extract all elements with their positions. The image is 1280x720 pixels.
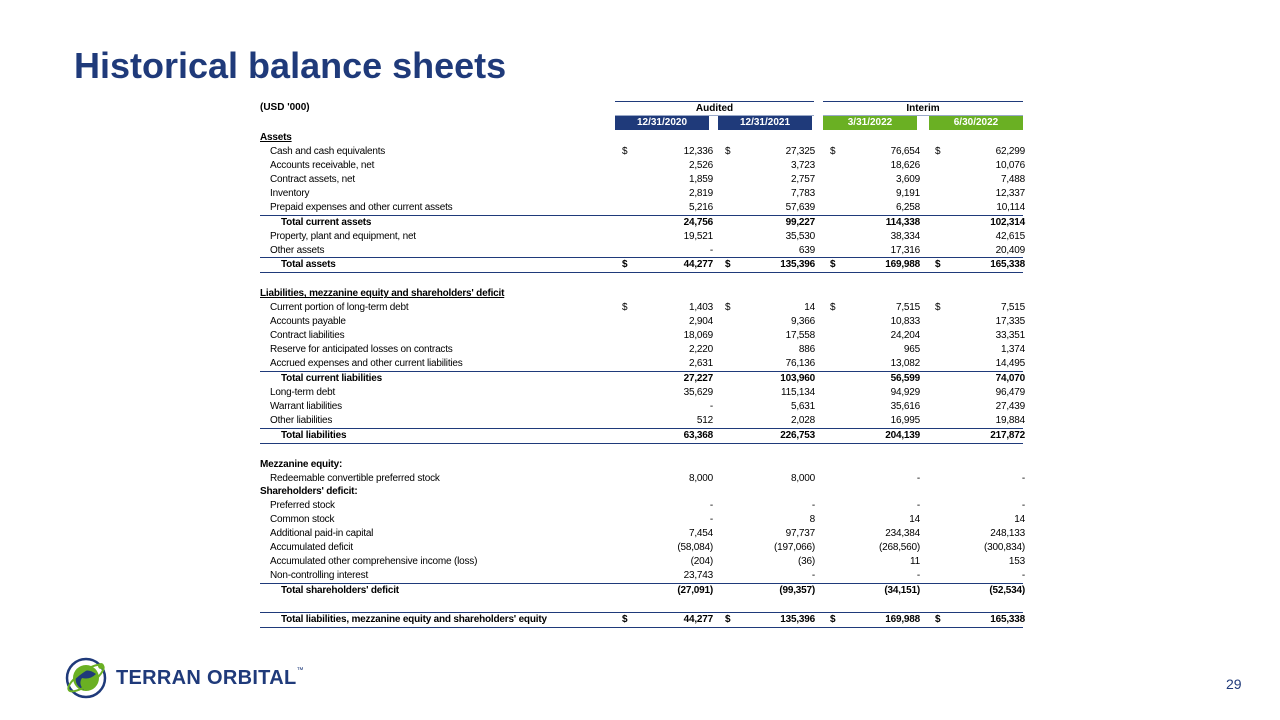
- cell-value: 62,299: [995, 145, 1025, 157]
- table-row: [260, 527, 1023, 541]
- cell-value: 10,076: [995, 159, 1025, 171]
- cell-value: 76,654: [890, 145, 920, 157]
- cell-value: 38,334: [890, 230, 920, 242]
- cell-value: 2,904: [688, 316, 713, 328]
- cell-value: 94,929: [890, 386, 920, 398]
- cell-value: -: [916, 500, 920, 512]
- units-label: (USD '000): [260, 102, 310, 113]
- cell-value: -: [916, 570, 920, 582]
- cell-value: 14: [1014, 514, 1025, 526]
- cell-value: 7,488: [1000, 173, 1025, 185]
- row-label: Total current liabilities: [281, 372, 382, 384]
- row-label: Non-controlling interest: [270, 570, 369, 582]
- cell-value: 2,526: [688, 159, 713, 171]
- row-label: Accounts receivable, net: [270, 159, 375, 171]
- currency-symbol: $: [830, 259, 836, 271]
- cell-value: (52,534): [989, 585, 1025, 596]
- cell-value: -: [811, 570, 815, 582]
- cell-value: -: [709, 500, 713, 512]
- cell-value: 56,599: [890, 372, 920, 384]
- cell-value: 42,615: [995, 230, 1025, 242]
- row-label: Total shareholders' deficit: [281, 585, 399, 596]
- cell-value: 44,277: [683, 259, 713, 271]
- cell-value: -: [709, 244, 713, 256]
- cell-value: 1,374: [1000, 344, 1025, 356]
- row-label: Prepaid expenses and other current assets: [270, 201, 453, 213]
- cell-value: 512: [696, 414, 713, 426]
- cell-value: 102,314: [990, 216, 1025, 228]
- cell-value: 12,336: [683, 145, 713, 157]
- row-label: Mezzanine equity:: [260, 458, 343, 470]
- table-row: [260, 343, 1023, 357]
- row-label: Total current assets: [281, 216, 372, 228]
- cell-value: (268,560): [878, 542, 920, 554]
- row-label: Total liabilities, mezzanine equity and shareholders' equity: [281, 613, 547, 625]
- row-label: Additional paid-in capital: [270, 528, 374, 540]
- cell-value: 204,139: [885, 429, 920, 441]
- cell-value: (58,084): [677, 542, 713, 554]
- table-row: [260, 145, 1023, 159]
- table-row: [260, 541, 1023, 555]
- currency-symbol: $: [622, 613, 628, 625]
- cell-value: 27,325: [785, 145, 815, 157]
- terran-orbital-logo-icon: [64, 656, 108, 700]
- cell-value: 248,133: [990, 528, 1025, 540]
- cell-value: (204): [690, 556, 713, 568]
- row-label: Accumulated deficit: [270, 542, 353, 554]
- cell-value: 115,134: [780, 386, 815, 398]
- cell-value: 14: [909, 514, 920, 526]
- cell-value: 639: [798, 244, 815, 256]
- row-label: Current portion of long-term debt: [270, 302, 409, 314]
- cell-value: 886: [798, 344, 815, 356]
- cell-value: 23,743: [683, 570, 713, 582]
- currency-symbol: $: [830, 302, 836, 314]
- table-row: [260, 569, 1023, 583]
- cell-value: (34,151): [884, 585, 920, 596]
- table-row: [260, 472, 1023, 486]
- table-row: [260, 173, 1023, 187]
- table-row: [260, 499, 1023, 513]
- cell-value: 965: [903, 344, 920, 356]
- cell-value: 6,258: [895, 201, 920, 213]
- cell-value: 9,366: [790, 316, 815, 328]
- cell-value: -: [709, 514, 713, 526]
- row-label: Accumulated other comprehensive income (loss): [270, 556, 478, 568]
- cell-value: 5,631: [790, 400, 815, 412]
- cell-value: 14: [804, 302, 815, 314]
- cell-value: 135,396: [780, 613, 815, 625]
- cell-value: 135,396: [780, 259, 815, 271]
- trademark-mark: ™: [296, 667, 304, 674]
- cell-value: 8: [809, 514, 815, 526]
- cell-value: 14,495: [995, 358, 1025, 369]
- cell-value: 33,351: [995, 330, 1025, 342]
- cell-value: 74,070: [995, 372, 1025, 384]
- table-row: [260, 414, 1023, 428]
- table-row: [260, 513, 1023, 527]
- cell-value: 16,995: [890, 414, 920, 426]
- column-header-2021: 12/31/2021: [718, 116, 812, 130]
- table-row: [260, 357, 1023, 371]
- table-row: [260, 400, 1023, 414]
- cell-value: 20,409: [995, 244, 1025, 256]
- cell-value: 2,819: [688, 187, 713, 199]
- column-header-q2-2022: 6/30/2022: [929, 116, 1023, 130]
- currency-symbol: $: [725, 145, 731, 157]
- cell-value: 17,558: [785, 330, 815, 342]
- cell-value: -: [709, 400, 713, 412]
- cell-value: 10,114: [996, 201, 1025, 213]
- table-row: [260, 371, 1023, 386]
- cell-value: 35,629: [683, 386, 713, 398]
- cell-value: 153: [1008, 556, 1025, 568]
- cell-value: (99,357): [779, 585, 815, 596]
- cell-value: 76,136: [785, 358, 815, 369]
- row-label: Reserve for anticipated losses on contracts: [270, 344, 453, 356]
- row-label: Accounts payable: [270, 316, 346, 328]
- cell-value: -: [1021, 500, 1025, 512]
- table-row: [260, 301, 1023, 315]
- cell-value: 17,335: [995, 316, 1025, 328]
- table-row: [260, 287, 1023, 301]
- cell-value: 8,000: [790, 472, 815, 484]
- table-row: [260, 444, 1023, 458]
- table-row: [260, 428, 1023, 444]
- cell-value: 18,069: [683, 330, 713, 342]
- cell-value: -: [1021, 472, 1025, 484]
- cell-value: 35,616: [890, 400, 920, 412]
- cell-value: 165,338: [990, 259, 1025, 271]
- currency-symbol: $: [830, 613, 836, 625]
- cell-value: 1,403: [688, 302, 713, 314]
- row-label: Contract assets, net: [270, 173, 355, 185]
- row-label: Other liabilities: [270, 414, 333, 426]
- cell-value: 5,216: [688, 201, 713, 213]
- table-row: [260, 201, 1023, 215]
- cell-value: -: [916, 472, 920, 484]
- table-row: [260, 598, 1023, 612]
- currency-symbol: $: [830, 145, 836, 157]
- table-row: [260, 187, 1023, 201]
- group-header-audited: Audited: [615, 101, 814, 116]
- cell-value: 99,227: [785, 216, 815, 228]
- table-row: [260, 329, 1023, 343]
- cell-value: 226,753: [780, 429, 815, 441]
- cell-value: 63,368: [683, 429, 713, 441]
- table-row: [260, 257, 1023, 273]
- cell-value: 7,515: [1000, 302, 1025, 314]
- cell-value: 1,859: [688, 173, 713, 185]
- currency-symbol: $: [622, 259, 628, 271]
- cell-value: 3,723: [790, 159, 815, 171]
- row-label: Preferred stock: [270, 500, 335, 512]
- row-label: Long-term debt: [270, 386, 336, 398]
- row-label: Redeemable convertible preferred stock: [270, 472, 440, 484]
- row-label: Other assets: [270, 244, 325, 256]
- cell-value: 2,631: [688, 358, 713, 369]
- table-row: [260, 458, 1023, 472]
- cell-value: 19,884: [995, 414, 1025, 426]
- cell-value: 217,872: [990, 429, 1025, 441]
- cell-value: 11: [910, 556, 920, 568]
- cell-value: (36): [798, 556, 815, 568]
- row-label: Accrued expenses and other current liabilities: [270, 358, 463, 369]
- table-row: [260, 583, 1023, 598]
- table-row: [260, 485, 1023, 499]
- cell-value: 9,191: [895, 187, 920, 199]
- cell-value: 103,960: [780, 372, 815, 384]
- row-label: Shareholders' deficit:: [260, 486, 358, 498]
- cell-value: 27,227: [683, 372, 713, 384]
- currency-symbol: $: [935, 302, 941, 314]
- row-label: Warrant liabilities: [270, 400, 342, 412]
- table-row: [260, 612, 1023, 628]
- cell-value: -: [811, 500, 815, 512]
- currency-symbol: $: [622, 302, 628, 314]
- cell-value: (197,066): [773, 542, 815, 554]
- table-row: [260, 215, 1023, 230]
- row-label: Cash and cash equivalents: [270, 145, 386, 157]
- table-row: [260, 159, 1023, 173]
- cell-value: 12,337: [995, 187, 1025, 199]
- row-label: Assets: [260, 132, 292, 143]
- cell-value: 7,515: [895, 302, 920, 314]
- table-row: [260, 230, 1023, 244]
- cell-value: 19,521: [683, 230, 713, 242]
- brand-name: TERRAN ORBITAL™: [116, 667, 304, 689]
- row-label: Total liabilities: [281, 429, 347, 441]
- cell-value: 35,530: [785, 230, 815, 242]
- cell-value: 3,609: [895, 173, 920, 185]
- cell-value: 165,338: [990, 613, 1025, 625]
- cell-value: 169,988: [885, 259, 920, 271]
- currency-symbol: $: [725, 259, 731, 271]
- cell-value: 17,316: [890, 244, 920, 256]
- currency-symbol: $: [935, 259, 941, 271]
- cell-value: 8,000: [688, 472, 713, 484]
- column-header-2020: 12/31/2020: [615, 116, 709, 130]
- cell-value: 96,479: [995, 386, 1025, 398]
- cell-value: (300,834): [983, 542, 1025, 554]
- cell-value: 57,639: [785, 201, 815, 213]
- cell-value: 24,204: [890, 330, 920, 342]
- cell-value: 7,783: [790, 187, 815, 199]
- page-number: 29: [1226, 676, 1242, 692]
- currency-symbol: $: [725, 613, 731, 625]
- table-row: [260, 244, 1023, 258]
- currency-symbol: $: [935, 613, 941, 625]
- row-label: Total assets: [281, 259, 336, 271]
- table-row: [260, 131, 1023, 145]
- row-label: Inventory: [270, 187, 310, 199]
- group-header-interim: Interim: [823, 101, 1023, 116]
- table-row: [260, 315, 1023, 329]
- cell-value: 18,626: [890, 159, 920, 171]
- cell-value: 2,757: [790, 173, 815, 185]
- row-label: Liabilities, mezzanine equity and shareholders' deficit: [260, 288, 505, 300]
- cell-value: 10,833: [890, 316, 920, 328]
- cell-value: 2,028: [790, 414, 815, 426]
- cell-value: 7,454: [688, 528, 713, 540]
- cell-value: 27,439: [995, 400, 1025, 412]
- cell-value: -: [1021, 570, 1025, 582]
- table-row: [260, 273, 1023, 287]
- row-label: Contract liabilities: [270, 330, 345, 342]
- column-header-q1-2022: 3/31/2022: [823, 116, 917, 130]
- cell-value: 97,737: [785, 528, 815, 540]
- currency-symbol: $: [725, 302, 731, 314]
- currency-symbol: $: [935, 145, 941, 157]
- table-row: [260, 386, 1023, 400]
- cell-value: 114,338: [885, 216, 920, 228]
- cell-value: 2,220: [688, 344, 713, 356]
- cell-value: 13,082: [890, 358, 920, 369]
- balance-sheet-table: [260, 131, 1023, 628]
- cell-value: (27,091): [677, 585, 713, 596]
- cell-value: 44,277: [683, 613, 713, 625]
- page-title: Historical balance sheets: [74, 45, 507, 86]
- row-label: Property, plant and equipment, net: [270, 230, 416, 242]
- cell-value: 169,988: [885, 613, 920, 625]
- cell-value: 234,384: [885, 528, 920, 540]
- table-row: [260, 555, 1023, 569]
- row-label: Common stock: [270, 514, 335, 526]
- currency-symbol: $: [622, 145, 628, 157]
- cell-value: 24,756: [683, 216, 713, 228]
